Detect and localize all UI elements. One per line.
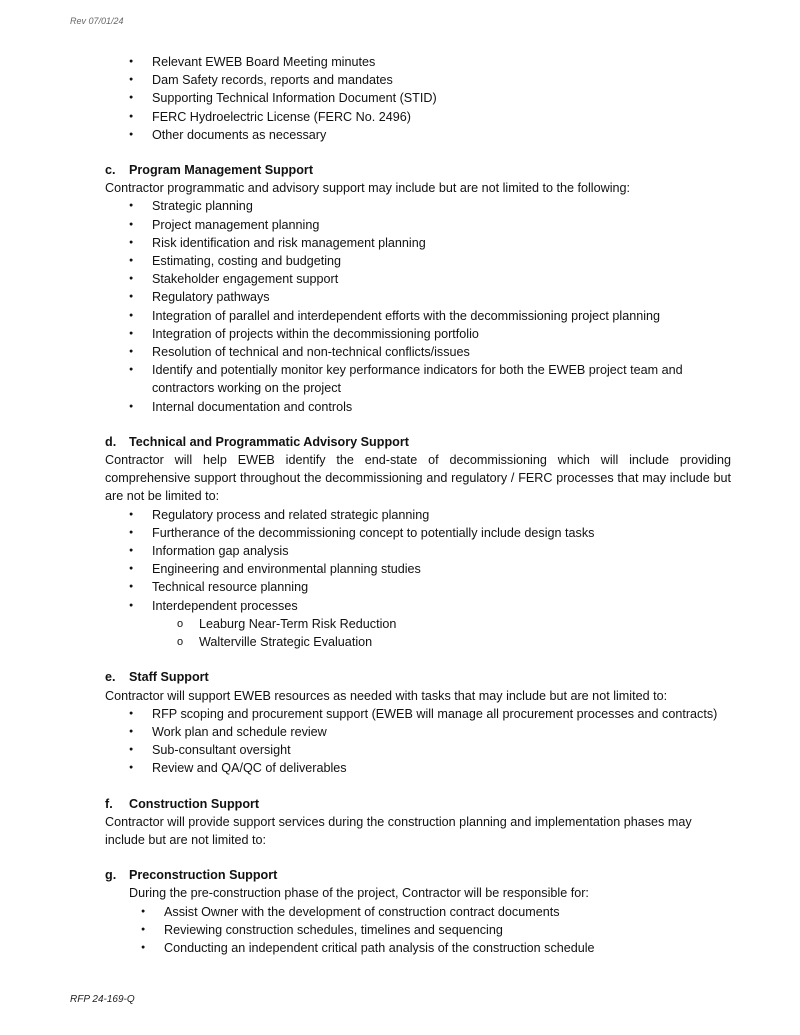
section-letter: f. (105, 796, 113, 811)
section-letter: g. (105, 868, 117, 883)
section-heading (105, 866, 731, 884)
section-title: Preconstruction Support (129, 868, 278, 883)
section-letter: e. (105, 670, 116, 685)
list-item: ● Sub-consultant oversight (105, 741, 731, 759)
list-item: ● Internal documentation and controls (105, 398, 731, 416)
revision-header: Rev 07/01/24 (70, 16, 124, 26)
section-program-management (105, 161, 731, 416)
document-body (105, 53, 731, 957)
section-letter: c. (105, 163, 116, 178)
list-item: ● Interdependent processes (105, 597, 731, 615)
list-item: ● Dam Safety records, reports and mandates (105, 71, 731, 89)
section-title: Program Management Support (129, 163, 314, 178)
section-technical-advisory (105, 433, 731, 651)
section-intro: During the pre-construction phase of the project, Contractor will be responsible for: (129, 886, 589, 901)
list-item: ● Identify and potentially monitor key performance indicators for both the EWEB project team and contractors working on the project (105, 361, 731, 397)
top-bullet-list (105, 53, 731, 144)
section-intro: Contractor will provide support services during the construction planning and implementation phases may include but are not limited to: (105, 814, 692, 847)
list-item: ● FERC Hydroelectric License (FERC No. 2496) (105, 108, 731, 126)
bullet-list (105, 506, 731, 652)
list-item: ● Project management planning (105, 216, 731, 234)
section-heading (105, 795, 731, 813)
list-item: ● Other documents as necessary (105, 126, 731, 144)
bullet-list (105, 197, 731, 415)
rfp-footer: RFP 24-169-Q (70, 994, 135, 1005)
sub-list-item: o Walterville Strategic Evaluation (105, 633, 731, 651)
list-item: ● Information gap analysis (105, 542, 731, 560)
list-item: ● Strategic planning (105, 197, 731, 215)
section-preconstruction-support (105, 866, 731, 957)
list-item: ● Regulatory pathways (105, 288, 731, 306)
section-title: Technical and Programmatic Advisory Support (129, 434, 409, 449)
list-item: ● Conducting an independent critical path analysis of the construction schedule (105, 939, 731, 957)
list-item: ● Work plan and schedule review (105, 723, 731, 741)
section-heading (105, 668, 731, 686)
section-construction-support (105, 795, 731, 850)
list-item: ● Assist Owner with the development of construction contract documents (105, 903, 731, 921)
list-item: ● Reviewing construction schedules, timelines and sequencing (105, 921, 731, 939)
section-heading (105, 433, 731, 451)
section-intro: Contractor will help EWEB identify the end-state of decommissioning which will include providing comprehensive support throughout the decommissioning and regulatory / FERC processes that may include but are not be limited to: (105, 453, 731, 504)
section-staff-support (105, 668, 731, 777)
bullet-list (105, 903, 731, 958)
list-item: ● Technical resource planning (105, 578, 731, 596)
section-intro: Contractor will support EWEB resources as needed with tasks that may include but are not limited to: (105, 688, 668, 703)
list-item: ● Resolution of technical and non-technical conflicts/issues (105, 343, 731, 361)
section-heading (105, 161, 731, 179)
section-title: Construction Support (129, 796, 260, 811)
section-letter: d. (105, 434, 117, 449)
list-item: ● Integration of parallel and interdependent efforts with the decommissioning project planning (105, 307, 731, 325)
sub-list-item: o Leaburg Near-Term Risk Reduction (105, 615, 731, 633)
list-item: ● Regulatory process and related strategic planning (105, 506, 731, 524)
list-item: ● Integration of projects within the decommissioning portfolio (105, 325, 731, 343)
list-item: ● RFP scoping and procurement support (EWEB will manage all procurement processes and contracts) (105, 705, 731, 723)
list-item: ● Review and QA/QC of deliverables (105, 759, 731, 777)
list-item: ● Estimating, costing and budgeting (105, 252, 731, 270)
bullet-list (105, 705, 731, 778)
list-item: ● Furtherance of the decommissioning concept to potentially include design tasks (105, 524, 731, 542)
list-item: ● Relevant EWEB Board Meeting minutes (105, 53, 731, 71)
list-item: ● Risk identification and risk management planning (105, 234, 731, 252)
list-item: ● Engineering and environmental planning studies (105, 560, 731, 578)
list-item: ● Stakeholder engagement support (105, 270, 731, 288)
section-intro: Contractor programmatic and advisory support may include but are not limited to the following: (105, 181, 630, 196)
list-item: ● Supporting Technical Information Document (STID) (105, 89, 731, 107)
section-title: Staff Support (129, 670, 209, 685)
